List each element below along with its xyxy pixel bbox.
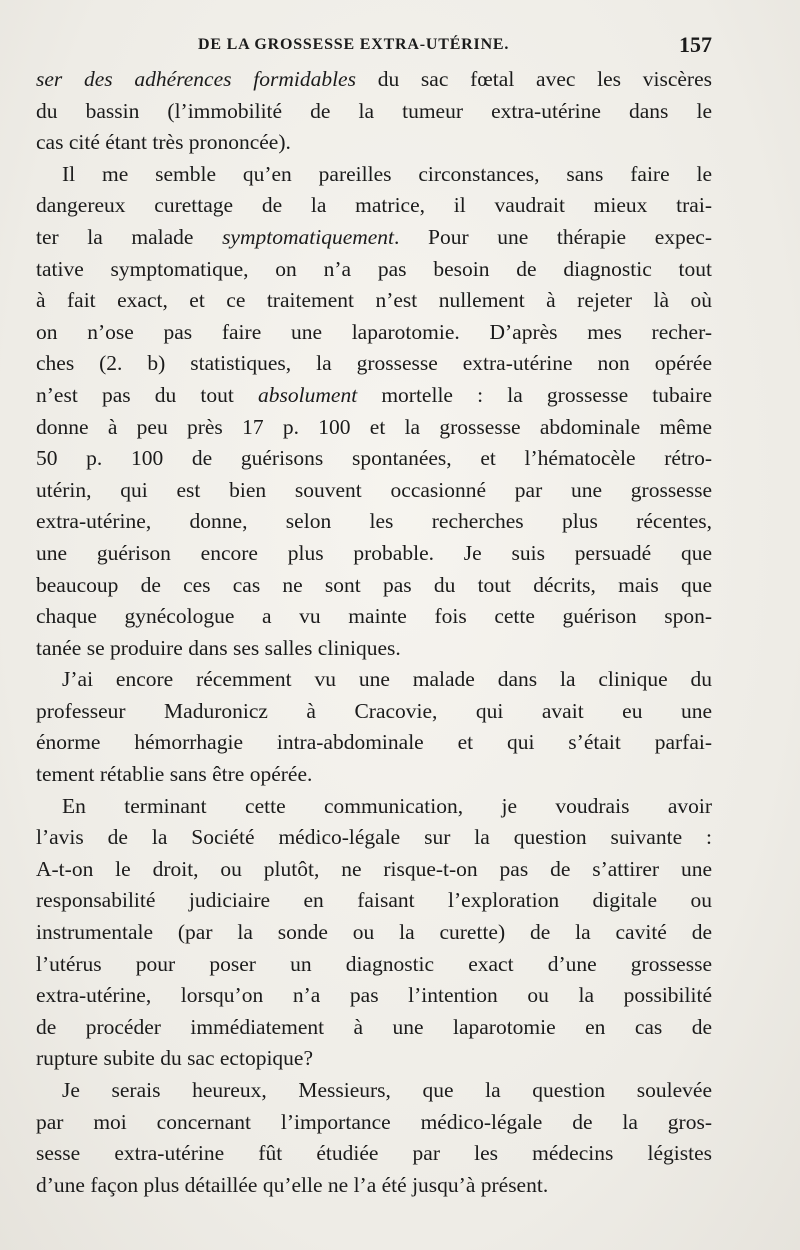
- text-line: [36, 601, 712, 633]
- text-line: [36, 380, 712, 412]
- text-line: [36, 222, 712, 254]
- text-segment: une guérison encore plus probable. Je suis persuadé que: [36, 540, 712, 565]
- text-segment: dangereux curettage de la matrice, il vaudrait mieux trai-: [36, 193, 712, 218]
- text-line: [36, 1170, 712, 1202]
- text-segment: J’ai encore récemment vu une malade dans la clinique du: [62, 667, 712, 692]
- text-segment: utérin, qui est bien souvent occasionné par une grossesse: [36, 477, 712, 502]
- text-line: [36, 96, 712, 128]
- text-line: [36, 759, 712, 791]
- text-segment: extra-utérine, donne, selon les recherches plus récentes,: [36, 509, 712, 534]
- running-head: DE LA GROSSESSE EXTRA-UTÉRINE.: [198, 36, 510, 53]
- page-number: 157: [679, 32, 712, 57]
- text-line: [36, 633, 712, 665]
- text-line: [36, 791, 712, 823]
- text-line: [36, 854, 712, 886]
- text-segment: de procéder immédiatement à une laparotomie en cas de: [36, 1014, 712, 1039]
- text-segment: instrumentale (par la sonde ou la curette) de la cavité de: [36, 920, 712, 945]
- text-segment: . Pour une thérapie expec-: [394, 224, 712, 249]
- text-line: [36, 570, 712, 602]
- text-line: [36, 885, 712, 917]
- text-line: [36, 980, 712, 1012]
- text-segment: tement rétablie sans être opérée.: [36, 762, 313, 787]
- text-segment: du bassin (l’immobilité de la tumeur extra-utérine dans le: [36, 98, 712, 123]
- text-line: [36, 1107, 712, 1139]
- text-line: [36, 190, 712, 222]
- text-line: [36, 822, 712, 854]
- text-segment: tanée se produire dans ses salles cliniques.: [36, 635, 401, 660]
- text-line: [36, 917, 712, 949]
- italic-text: ser des adhérences formidables: [36, 67, 356, 91]
- text-line: [36, 127, 712, 159]
- text-segment: énorme hémorrhagie intra-abdominale et qui s’était parfai-: [36, 730, 712, 755]
- text-segment: responsabilité judiciaire en faisant l’exploration digitale ou: [36, 888, 712, 913]
- text-line: [36, 64, 712, 96]
- text-line: [36, 254, 712, 286]
- text-segment: professeur Maduronicz à Cracovie, qui avait eu une: [36, 698, 712, 723]
- text-segment: Je serais heureux, Messieurs, que la question soulevée: [62, 1078, 712, 1102]
- body-text: [36, 64, 712, 1201]
- text-line: [36, 159, 712, 191]
- text-line: [36, 348, 712, 380]
- text-segment: cas cité étant très prononcée).: [36, 130, 291, 155]
- text-line: [36, 443, 712, 475]
- italic-text: absolument: [258, 382, 358, 407]
- text-segment: ches (2. b) statistiques, la grossesse extra-utérine non opérée: [36, 351, 712, 376]
- text-line: [36, 1012, 712, 1044]
- text-line: [36, 696, 712, 728]
- italic-text: symptomatiquement: [222, 224, 395, 249]
- paragraph: [36, 159, 712, 665]
- text-line: [36, 664, 712, 696]
- text-line: [36, 1075, 712, 1107]
- text-line: [36, 538, 712, 570]
- text-segment: Il me semble qu’en pareilles circonstances, sans faire le: [62, 161, 712, 186]
- text-line: [36, 1043, 712, 1075]
- text-segment: tative symptomatique, on n’a pas besoin de diagnostic tout: [36, 256, 712, 281]
- paragraph: [36, 664, 712, 790]
- text-segment: du sac fœtal avec les viscères: [355, 67, 712, 91]
- text-segment: donne à peu près 17 p. 100 et la grossesse abdominale même: [36, 414, 712, 439]
- text-line: [36, 475, 712, 507]
- text-segment: l’utérus pour poser un diagnostic exact d’une grossesse: [36, 951, 712, 976]
- text-segment: l’avis de la Société médico-légale sur la question suivante :: [36, 825, 712, 850]
- text-line: [36, 317, 712, 349]
- text-segment: beaucoup de ces cas ne sont pas du tout décrits, mais que: [36, 572, 712, 597]
- text-segment: ter la malade: [36, 224, 223, 249]
- text-segment: mortelle : la grossesse tubaire: [357, 382, 712, 407]
- text-segment: En terminant cette communication, je voudrais avoir: [62, 793, 712, 818]
- text-segment: A-t-on le droit, ou plutôt, ne risque-t-on pas de s’attirer une: [36, 856, 712, 881]
- text-segment: à fait exact, et ce traitement n’est nullement à rejeter là où: [36, 288, 712, 313]
- text-segment: rupture subite du sac ectopique?: [36, 1046, 314, 1071]
- text-segment: extra-utérine, lorsqu’on n’a pas l’intention ou la possibilité: [36, 983, 712, 1008]
- paragraph: [36, 1075, 712, 1201]
- paragraph: [36, 791, 712, 1075]
- text-segment: d’une façon plus détaillée qu’elle ne l’a été jusqu’à présent.: [36, 1172, 549, 1197]
- text-segment: on n’ose pas faire une laparotomie. D’après mes recher-: [36, 319, 712, 344]
- text-segment: n’est pas du tout: [36, 382, 259, 407]
- text-segment: 50 p. 100 de guérisons spontanées, et l’hématocèle rétro-: [36, 446, 712, 471]
- text-line: [36, 285, 712, 317]
- text-line: [36, 949, 712, 981]
- text-line: [36, 506, 712, 538]
- text-line: [36, 412, 712, 444]
- text-line: [36, 727, 712, 759]
- text-segment: par moi concernant l’importance médico-légale de la gros-: [36, 1109, 712, 1134]
- text-line: [36, 1138, 712, 1170]
- text-segment: chaque gynécologue a vu mainte fois cette guérison spon-: [36, 604, 712, 629]
- paragraph: [36, 64, 712, 159]
- page-header: [0, 30, 800, 60]
- text-segment: sesse extra-utérine fût étudiée par les médecins légistes: [36, 1141, 712, 1166]
